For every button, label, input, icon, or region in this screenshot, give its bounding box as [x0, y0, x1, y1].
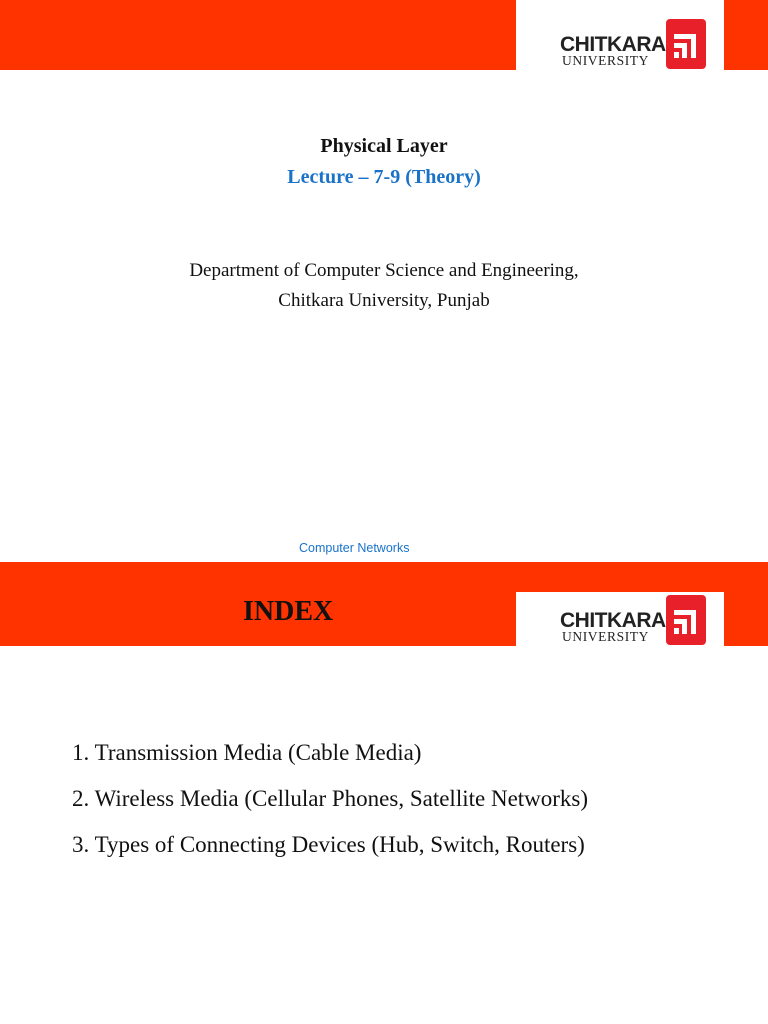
lecture-subtitle: Lecture – 7-9 (Theory)	[287, 166, 481, 188]
index-slide	[0, 562, 768, 1024]
index-item-connecting-devices: 3. Types of Connecting Devices (Hub, Switch, Routers)	[72, 832, 585, 857]
slide-title: Physical Layer	[320, 135, 448, 157]
logo-emblem-icon	[666, 19, 706, 69]
university-line: Chitkara University, Punjab	[278, 290, 490, 311]
slide-footer: Computer Networks	[299, 541, 410, 555]
university-logo	[516, 0, 724, 70]
index-item-wireless-media: 2. Wireless Media (Cellular Phones, Satellite Networks)	[72, 786, 589, 811]
department-info	[0, 256, 768, 316]
slide-divider	[0, 562, 768, 576]
department-line: Department of Computer Science and Engineering,	[189, 260, 579, 281]
logo-wordmark: CHITKARA	[560, 33, 666, 56]
logo-subtitle: UNIVERSITY	[562, 629, 649, 644]
logo-emblem-icon	[666, 595, 706, 645]
index-item-transmission-media: 1. Transmission Media (Cable Media)	[72, 740, 422, 765]
index-list	[72, 738, 588, 876]
logo-wordmark: CHITKARA	[560, 609, 666, 632]
logo-subtitle: UNIVERSITY	[562, 53, 649, 68]
university-logo	[516, 592, 724, 646]
index-heading: INDEX	[243, 596, 334, 627]
